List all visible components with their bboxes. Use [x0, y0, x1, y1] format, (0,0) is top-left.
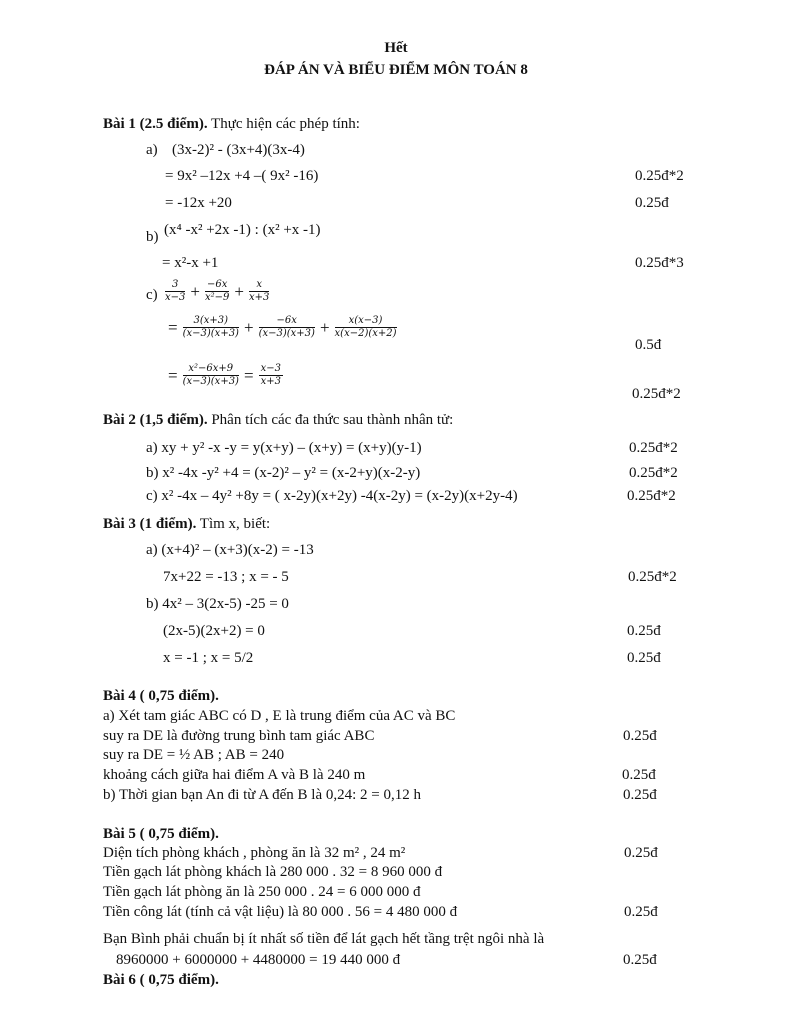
bai1-c-expr1	[163, 280, 271, 303]
fraction	[165, 280, 185, 303]
bai1-b-line2: = x²-x +1	[162, 255, 219, 271]
denominator: x+3	[260, 376, 281, 387]
bai4-heading: Bài 4 ( 0,75 điểm).	[103, 688, 219, 704]
bai5-line4-score: 0.25đ	[624, 904, 658, 920]
bai2-heading	[103, 413, 453, 428]
bai1-a-line2-score: 0.25đ*2	[635, 168, 684, 184]
fraction	[259, 364, 283, 387]
bai4-line2: suy ra DE là đường trung bình tam giác ABC	[103, 728, 375, 744]
fraction	[183, 364, 239, 387]
bai3-heading	[103, 517, 270, 532]
bai5-heading: Bài 5 ( 0,75 điểm).	[103, 826, 219, 842]
bai1-heading-text: Thực hiện các phép tính:	[207, 116, 360, 132]
numerator: −6x	[259, 316, 315, 328]
bai1-a-line3-score: 0.25đ	[635, 195, 669, 211]
bai5-line4: Tiền công lát (tính cả vật liệu) là 80 000 . 56 = 4 480 000 đ	[103, 904, 458, 920]
bai3-b2-score: 0.25đ	[627, 623, 661, 639]
numerator: x²−6x+9	[183, 364, 239, 376]
bai2-b-score: 0.25đ*2	[629, 465, 678, 481]
bai3-b2: (2x-5)(2x+2) = 0	[163, 623, 265, 639]
bai1-a-line1: (3x-2)² - (3x+4)(3x-4)	[172, 142, 305, 158]
bai3-b3: x = -1 ; x = 5/2	[163, 650, 254, 666]
equals-sign: =	[168, 366, 178, 385]
bai1-c-line2-score: 0.5đ	[635, 337, 662, 353]
numerator: x−3	[260, 363, 281, 374]
denominator: (x−3)(x+3)	[182, 376, 239, 387]
bai2-c-score: 0.25đ*2	[627, 488, 676, 504]
bai1-b-label: b)	[146, 229, 159, 245]
numerator: 3(x+3)	[183, 316, 239, 328]
numerator: −6x	[206, 279, 228, 290]
bai2-heading-bold: Bài 2 (1,5 điểm).	[103, 412, 208, 428]
bai1-heading-bold: Bài 1 (2.5 điểm).	[103, 116, 208, 132]
bai2-a-score: 0.25đ*2	[629, 440, 678, 456]
bai2-c: c) x² -4x – 4y² +8y = ( x-2y)(x+2y) -4(x-2y) = (x-2y)(x+2y-4)	[146, 488, 518, 504]
bai3-b3-score: 0.25đ	[627, 650, 661, 666]
bai5-line3: Tiền gạch lát phòng ăn là 250 000 . 24 = 6 000 000 đ	[103, 884, 421, 900]
bai1-b-line1: (x⁴ -x² +2x -1) : (x² +x -1)	[164, 222, 321, 238]
bai2-heading-text: Phân tích các đa thức sau thành nhân tử:	[207, 412, 454, 428]
denominator: (x−3)(x+3)	[182, 328, 239, 339]
fraction	[335, 316, 397, 339]
denominator: (x−3)(x+3)	[258, 328, 315, 339]
bai5-line1: Diện tích phòng khách , phòng ăn là 32 m² , 24 m²	[103, 845, 406, 861]
equals-sign: =	[243, 366, 254, 385]
bai3-heading-text: Tìm x, biết:	[196, 516, 271, 532]
fraction	[183, 316, 239, 339]
bai1-c-label: c)	[146, 287, 158, 303]
plus-sign: +	[319, 318, 330, 337]
plus-sign: +	[190, 282, 200, 301]
numerator: x(x−3)	[335, 316, 397, 328]
equals-sign: =	[168, 318, 178, 337]
page-title: ĐÁP ÁN VÀ BIỂU ĐIỂM MÔN TOÁN 8	[264, 62, 528, 78]
bai3-b1: b) 4x² – 3(2x-5) -25 = 0	[146, 596, 289, 612]
bai5-line6: 8960000 + 6000000 + 4480000 = 19 440 000 đ	[116, 952, 401, 968]
fraction	[249, 280, 269, 303]
bai1-a-line2: = 9x² –12x +4 –( 9x² -16)	[165, 168, 319, 184]
bai5-line5: Bạn Bình phải chuẩn bị ít nhất số tiền để lát gạch hết tầng trệt ngôi nhà là	[103, 931, 545, 947]
bai3-a2: 7x+22 = -13 ; x = - 5	[163, 569, 289, 585]
bai1-a-line3: = -12x +20	[165, 195, 232, 211]
bai5-line2: Tiền gạch lát phòng khách là 280 000 . 32 = 8 960 000 đ	[103, 864, 443, 880]
bai1-b-line2-score: 0.25đ*3	[635, 255, 684, 271]
bai3-a1: a) (x+4)² – (x+3)(x-2) = -13	[146, 542, 314, 558]
bai3-heading-bold: Bài 3 (1 điểm).	[103, 516, 197, 532]
bai1-a-label: a)	[146, 142, 158, 158]
fraction	[205, 280, 229, 303]
fraction	[259, 316, 315, 339]
bai4-line4-score: 0.25đ	[622, 767, 656, 783]
denominator: x²−9	[204, 292, 230, 303]
denominator: x(x−2)(x+2)	[334, 328, 397, 339]
bai1-c-expr3	[165, 364, 285, 387]
bai5-line1-score: 0.25đ	[624, 845, 658, 861]
bai1-c-expr2	[165, 316, 399, 339]
bai4-line3: suy ra DE = ½ AB ; AB = 240	[103, 747, 285, 763]
end-label: Hết	[384, 40, 408, 56]
bai4-line2-score: 0.25đ	[623, 728, 657, 744]
bai2-a: a) xy + y² -x -y = y(x+y) – (x+y) = (x+y)(y-1)	[146, 440, 422, 456]
bai4-line5-score: 0.25đ	[623, 787, 657, 803]
denominator: x−3	[165, 292, 186, 303]
bai1-c-line3-score: 0.25đ*2	[632, 386, 681, 402]
numerator: 3	[165, 280, 185, 292]
bai4-line4: khoảng cách giữa hai điểm A và B là 240 m	[103, 767, 366, 783]
denominator: x+3	[248, 292, 270, 303]
plus-sign: +	[243, 318, 254, 337]
bai1-heading	[103, 117, 360, 132]
bai6-heading: Bài 6 ( 0,75 điểm).	[103, 972, 219, 988]
bai4-line5: b) Thời gian bạn An đi từ A đến B là 0,24: 2 = 0,12 h	[103, 787, 421, 803]
bai3-a2-score: 0.25đ*2	[628, 569, 677, 585]
plus-sign: +	[234, 282, 244, 301]
numerator: x	[249, 280, 269, 292]
bai2-b: b) x² -4x -y² +4 = (x-2)² – y² = (x-2+y)(x-2-y)	[146, 465, 421, 481]
bai4-line1: a) Xét tam giác ABC có D , E là trung điểm của AC và BC	[103, 708, 456, 724]
bai5-line6-score: 0.25đ	[623, 952, 657, 968]
